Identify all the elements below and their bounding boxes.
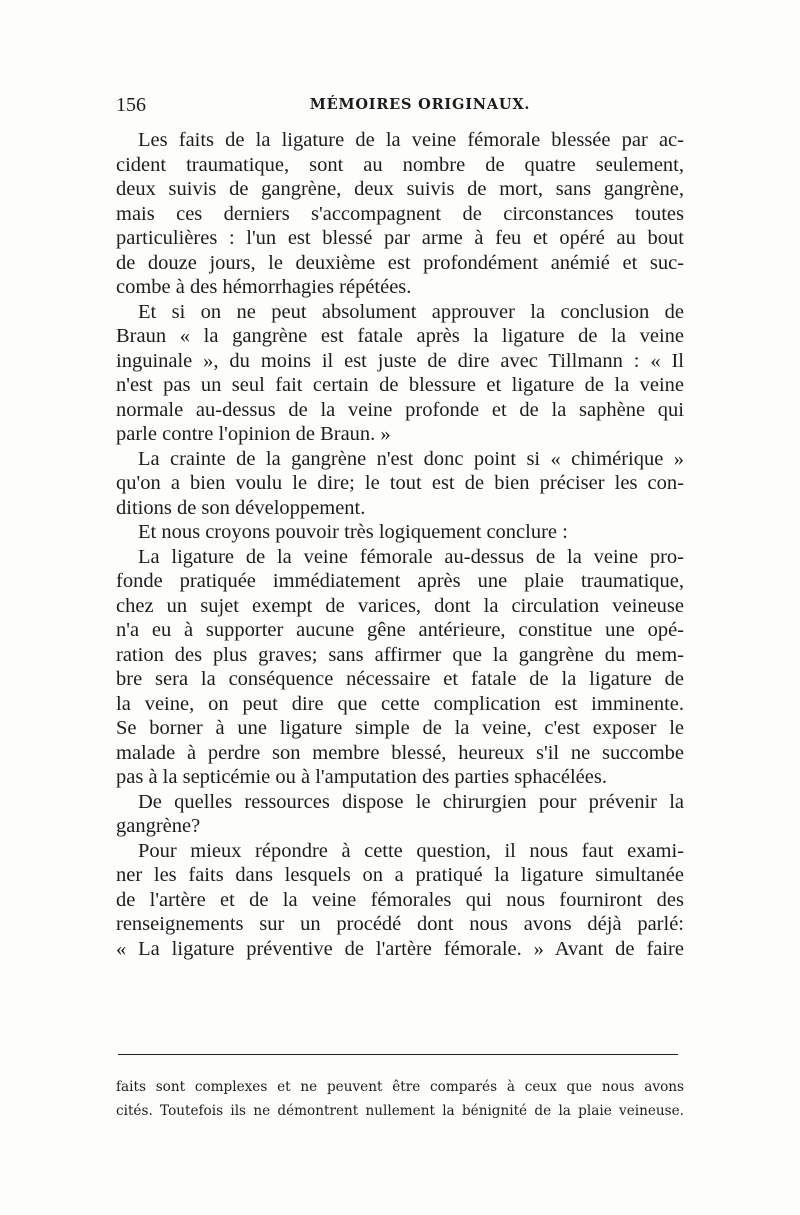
page-number: 156 [116, 94, 146, 116]
text-line: mais ces derniers s'accompagnent de circonstances toutes [116, 202, 684, 225]
text-line: Et si on ne peut absolument approuver la conclusion de [138, 300, 684, 323]
text-line: qu'on a bien voulu le dire; le tout est de bien préciser les con- [116, 472, 684, 494]
text-line: pas à la septicémie ou à l'amputation des parties sphacélées. [116, 766, 607, 788]
text-line: de douze jours, le deuxième est profondément anémié et suc- [116, 251, 684, 274]
text-line: inguinale », du moins il est juste de dire avec Tillmann : « Il [116, 349, 684, 372]
text-line: Braun « la gangrène est fatale après la ligature de la veine [116, 325, 684, 347]
text-line: combe à des hémorrhagies répétées. [116, 276, 412, 298]
text-line: de l'artère et de la veine fémorales qui nous fourniront des [116, 888, 684, 911]
text-line: n'a eu à supporter aucune gêne antérieure, constitue une opé- [116, 619, 684, 641]
text-line: Pour mieux répondre à cette question, il nous faut exami- [138, 839, 684, 862]
text-line: deux suivis de gangrène, deux suivis de mort, sans gangrène, [116, 178, 684, 200]
text-line: renseignements sur un procédé dont nous avons déjà parlé: [116, 913, 684, 935]
text-line: n'est pas un seul fait certain de blessure et ligature de la veine [116, 374, 684, 396]
text-line: la veine, on peut dire que cette complication est imminente. [116, 692, 684, 715]
text-line: fonde pratiquée immédiatement après une plaie traumatique, [116, 570, 684, 592]
text-line: Les faits de la ligature de la veine fémorale blessée par ac- [138, 129, 684, 151]
text-line: ditions de son développement. [116, 496, 366, 519]
footnote-line: faits sont complexes et ne peuvent être comparés à ceux que nous avons [116, 1079, 684, 1095]
text-line: parle contre l'opinion de Braun. » [116, 423, 391, 445]
text-line: bre sera la conséquence nécessaire et fatale de la ligature de [116, 668, 684, 690]
footnote-rule [118, 1054, 678, 1055]
text-line: malade à perdre son membre blessé, heureux s'il ne succombe [116, 741, 684, 764]
running-head: MÉMOIRES ORIGINAUX. [309, 96, 531, 113]
page-header [116, 94, 684, 120]
text-line: particulières : l'un est blessé par arme à feu et opéré au bout [116, 227, 684, 249]
body-text [116, 128, 684, 961]
text-line: normale au-dessus de la veine profonde et de la saphène qui [116, 398, 684, 421]
text-line: « La ligature préventive de l'artère fémorale. » Avant de faire [116, 937, 684, 960]
text-line: chez un sujet exempt de varices, dont la circulation veineuse [116, 594, 684, 617]
text-line: ration des plus graves; sans affirmer que la gangrène du mem- [116, 643, 684, 666]
footnote [116, 1075, 684, 1123]
text-line: De quelles ressources dispose le chirurgien pour prévenir la [138, 790, 684, 813]
text-line: Se borner à une ligature simple de la veine, c'est exposer le [116, 717, 684, 739]
text-line: La crainte de la gangrène n'est donc point si « chimérique » [138, 447, 684, 470]
footnote-line: cités. Toutefois ils ne démontrent nullement la bénignité de la plaie veineuse. [116, 1103, 684, 1119]
text-line: cident traumatique, sont au nombre de quatre seulement, [116, 153, 684, 176]
text-line: La ligature de la veine fémorale au-dessus de la veine pro- [138, 545, 684, 568]
text-line: gangrène? [116, 815, 201, 837]
text-line: Et nous croyons pouvoir très logiquement conclure : [138, 521, 568, 543]
text-line: ner les faits dans lesquels on a pratiqué la ligature simultanée [116, 864, 684, 886]
